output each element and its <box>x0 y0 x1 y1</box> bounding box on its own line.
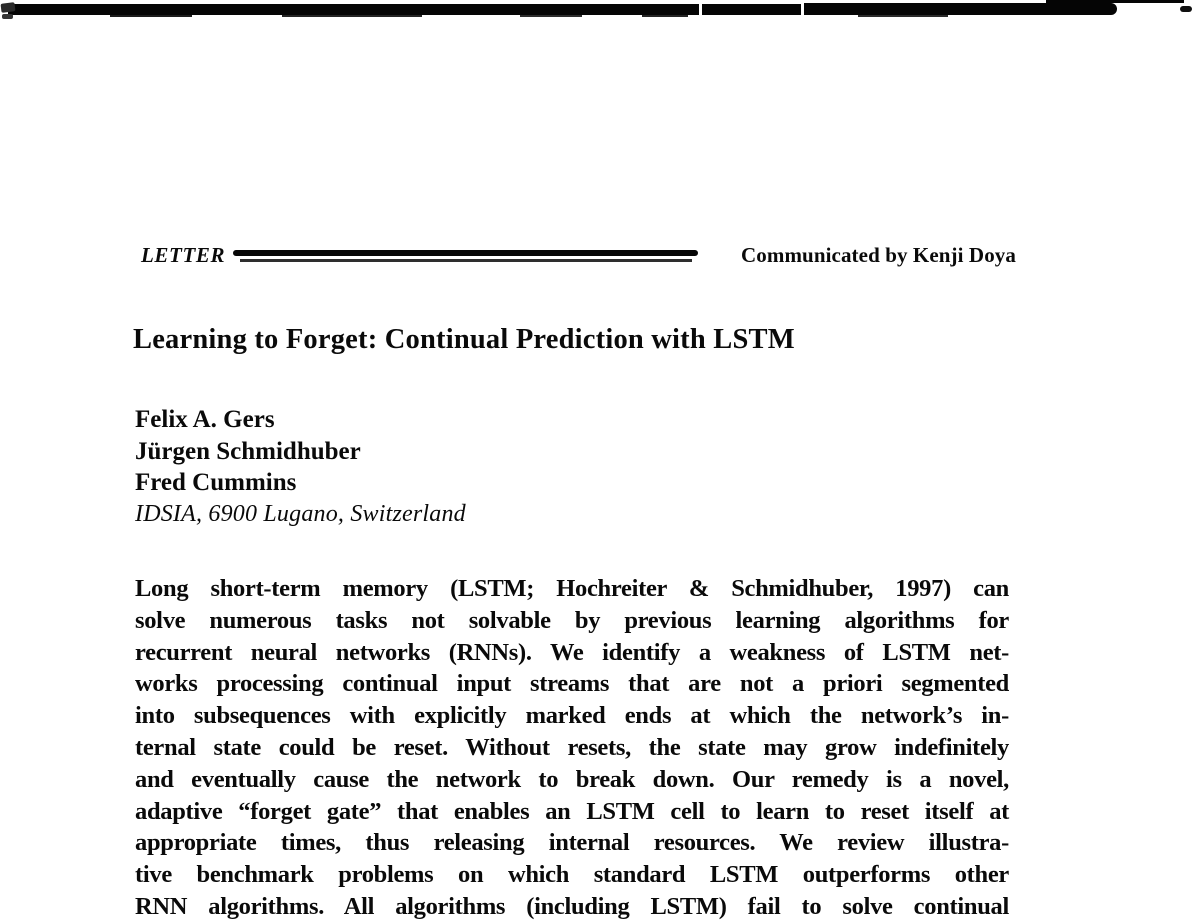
abstract-line: into subsequences with explicitly marked ends at which the network’s in- <box>135 702 1009 730</box>
header-rule-thick <box>233 250 698 256</box>
scan-band-segment <box>8 4 699 15</box>
letter-section-label: LETTER <box>141 243 226 267</box>
abstract-line: adaptive “forget gate” that enables an LSTM cell to learn to reset itself at <box>135 797 1009 825</box>
scan-band-fray <box>520 15 582 17</box>
abstract-line: solve numerous tasks not solvable by previous learning algorithms for <box>135 606 1009 634</box>
scan-band-scratch <box>1046 0 1184 3</box>
scan-band-fray <box>858 15 948 17</box>
abstract-line-clipped: RNN algorithms. All algorithms (including LSTM) fail to solve continual <box>135 892 1009 920</box>
scan-band-left-speck <box>1 2 16 13</box>
paper-title: Learning to Forget: Continual Prediction with LSTM <box>133 324 795 355</box>
abstract-line: ternal state could be reset. Without resets, the state may grow indefinitely <box>135 733 1009 761</box>
scan-band-segment <box>804 3 1117 15</box>
author-name: Felix A. Gers <box>135 406 275 433</box>
abstract-line: Long short-term memory (LSTM; Hochreiter & Schmidhuber, 1997) can <box>135 575 1009 602</box>
abstract-line: appropriate times, thus releasing internal resources. We review illustra- <box>135 829 1009 857</box>
scan-band-fray <box>110 15 192 17</box>
author-name: Jürgen Schmidhuber <box>135 437 361 465</box>
abstract-line: tive benchmark problems on which standard LSTM outperforms other <box>135 861 1009 889</box>
scan-band-segment <box>702 4 801 15</box>
scan-band-left-speck <box>2 14 13 19</box>
header-rule-thin <box>240 259 692 262</box>
abstract-line: recurrent neural networks (RNNs). We identify a weakness of LSTM net- <box>135 638 1009 666</box>
scan-band-dot <box>1180 6 1192 12</box>
abstract-block <box>135 573 1009 923</box>
scan-band-fray <box>642 15 688 17</box>
author-block <box>135 404 466 530</box>
abstract-line: works processing continual input streams that are not a priori segmented <box>135 670 1009 698</box>
author-name: Fred Cummins <box>135 469 297 496</box>
communicated-by-label: Communicated by Kenji Doya <box>740 243 1016 267</box>
scan-band-fray <box>282 15 422 17</box>
affiliation: IDSIA, 6900 Lugano, Switzerland <box>135 500 466 527</box>
abstract-line: and eventually cause the network to break down. Our remedy is a novel, <box>135 765 1009 793</box>
